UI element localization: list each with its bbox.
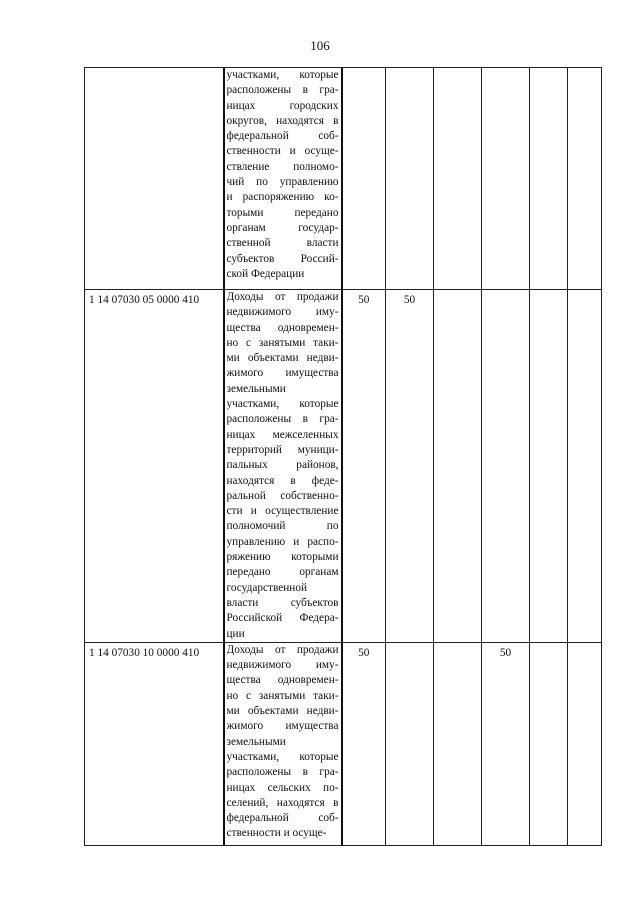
description-line: ственности и осуще- — [226, 827, 327, 840]
description-line: селений, находятся в — [226, 796, 339, 809]
description-line: жимого имущества — [226, 720, 339, 733]
value-cell — [530, 68, 568, 290]
description-line: участками, которые — [226, 750, 339, 763]
description-line: расположены в гра- — [226, 413, 339, 426]
description-line: ницах межселенных — [226, 428, 339, 441]
description-line: и распоряжению ко- — [226, 191, 339, 204]
description-line: пальных районов, — [226, 459, 339, 472]
description-line: щества одновремен- — [226, 674, 339, 687]
description-line: участками, которые — [226, 69, 339, 81]
value-cell — [568, 290, 602, 643]
budget-code-cell — [85, 68, 224, 290]
description-line: но с занятыми таки- — [226, 689, 339, 702]
value-cell — [530, 642, 568, 845]
description-line: находятся в феде- — [226, 474, 339, 487]
value-cell — [568, 642, 602, 845]
description-line: федеральной соб- — [226, 130, 339, 143]
description-line: власти субъектов — [226, 596, 339, 609]
description-line: государственной — [226, 581, 308, 594]
description-cell — [224, 642, 342, 845]
description-line: чий по управлению — [226, 176, 339, 189]
description-cell — [224, 290, 342, 643]
value-cell — [482, 68, 530, 290]
description-line: Доходы от продажи — [226, 643, 339, 656]
description-line: управлению и распо- — [226, 535, 339, 548]
description-line: недвижимого иму- — [226, 306, 339, 319]
description-line: ми объектами недви- — [226, 705, 339, 718]
description-line: ряжению которыми — [226, 551, 339, 564]
description-line: жимого имущества — [226, 367, 339, 380]
value-cell — [530, 290, 568, 643]
description-line: земельными — [226, 382, 286, 395]
description-line: участками, которые — [226, 398, 339, 411]
value-cell: 50 — [386, 290, 434, 643]
description-cell — [224, 68, 342, 290]
description-line: ственности и осуще- — [226, 145, 339, 158]
description-line: ми объектами недви- — [226, 352, 339, 365]
value-cell — [434, 642, 482, 845]
description-line: расположены в гра- — [226, 766, 339, 779]
description-line: органам государ- — [226, 221, 339, 234]
description-line: округов, находятся в — [226, 114, 339, 127]
description-line: ской Федерации — [226, 267, 305, 280]
description-line: Доходы от продажи — [226, 291, 339, 303]
description-line: но с занятыми таки- — [226, 336, 339, 349]
value-cell — [342, 68, 386, 290]
table-row — [85, 642, 602, 845]
revenue-table — [84, 67, 602, 846]
description-line: Российской Федера- — [226, 612, 339, 625]
description-line: ницах городских — [226, 99, 339, 112]
value-cell: 50 — [342, 642, 386, 845]
description-line: расположены в гра- — [226, 84, 339, 97]
table-row — [85, 290, 602, 643]
description-line: недвижимого иму- — [226, 659, 339, 672]
value-cell — [434, 68, 482, 290]
budget-code-cell: 1 14 07030 10 0000 410 — [85, 642, 224, 845]
value-cell — [568, 68, 602, 290]
description-line: территорий муници- — [226, 443, 339, 456]
budget-code-cell: 1 14 07030 05 0000 410 — [85, 290, 224, 643]
value-cell: 50 — [482, 642, 530, 845]
description-line: ции — [226, 627, 245, 640]
description-line: передано органам — [226, 566, 339, 579]
value-cell: 50 — [342, 290, 386, 643]
value-cell — [386, 68, 434, 290]
value-cell — [434, 290, 482, 643]
value-cell — [482, 290, 530, 643]
description-line: ственной власти — [226, 237, 339, 250]
description-line: сти и осуществление — [226, 505, 339, 518]
description-line: торыми передано — [226, 206, 339, 219]
description-line: федеральной соб- — [226, 812, 339, 825]
table-row — [85, 68, 602, 290]
page-number: 106 — [310, 38, 330, 53]
description-line: ральной собственно- — [226, 489, 339, 502]
description-line: ствление полномо- — [226, 160, 339, 173]
value-cell — [386, 642, 434, 845]
description-line: полномочий по — [226, 520, 339, 533]
description-line: щества одновремен- — [226, 321, 339, 334]
description-line: ницах сельских по- — [226, 781, 339, 794]
description-line: земельными — [226, 735, 286, 748]
description-line: субъектов Россий- — [226, 252, 339, 265]
